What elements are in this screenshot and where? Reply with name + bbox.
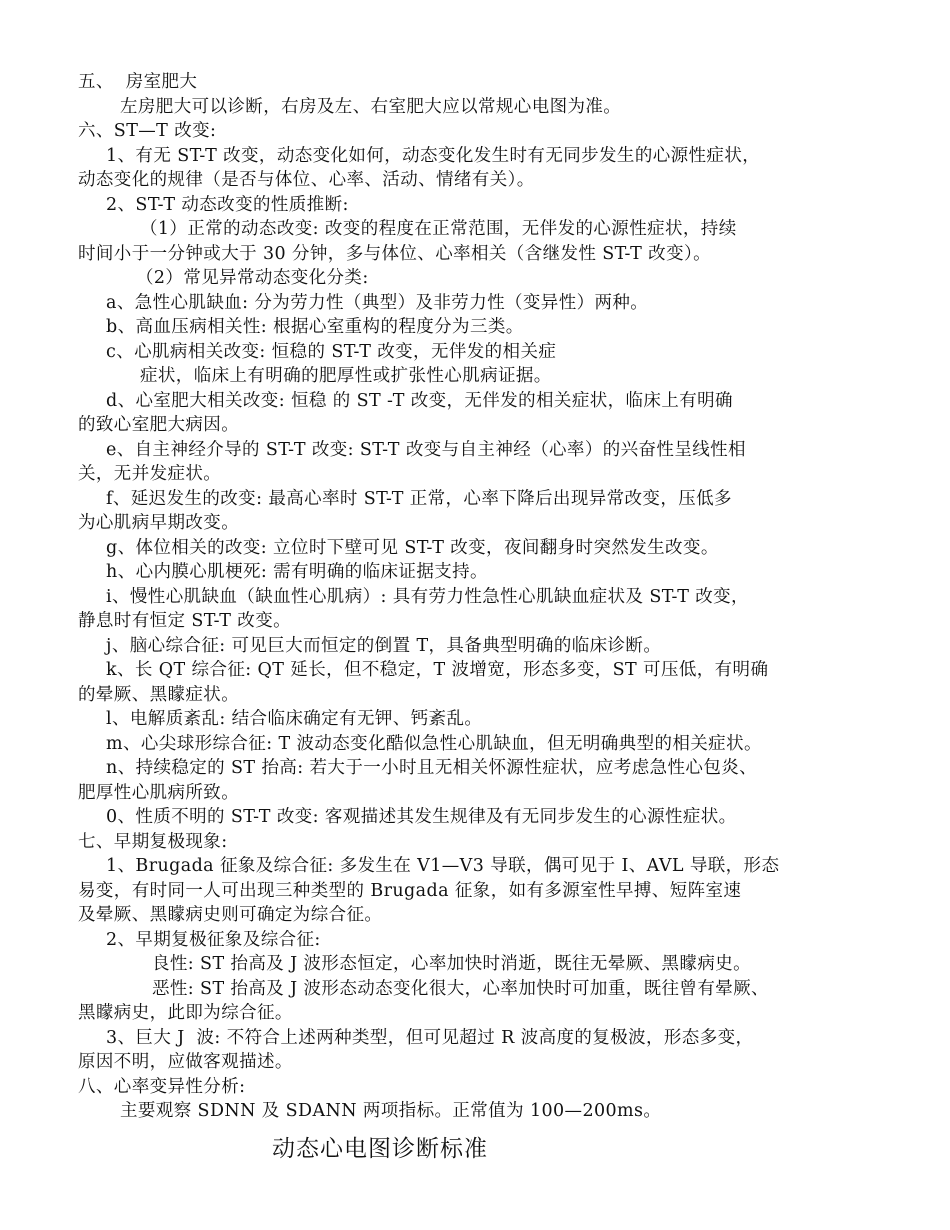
paragraph-line: 动态变化的规律（是否与体位、心率、活动、情绪有关）。 [78, 170, 535, 190]
list-item: e、自主神经介导的 ST-T 改变: ST-T 改变与自主神经（心率）的兴奋性呈线性相 [106, 440, 746, 460]
list-item: j、脑心综合征: 可见巨大而恒定的倒置 T，具备典型明确的临床诊断。 [106, 636, 662, 656]
paragraph-line: 1、有无 ST-T 改变，动态变化如何，动态变化发生时有无同步发生的心源性症状， [106, 146, 761, 166]
paragraph-line: 原因不明，应做客观描述。 [78, 1052, 293, 1072]
heading-section-6: 六、ST—T 改变: [78, 121, 217, 141]
paragraph-line: 良性: ST 抬高及 J 波形态恒定，心率加快时消逝，既往无晕厥、黑矇病史。 [152, 954, 752, 974]
list-item: a、急性心肌缺血: 分为劳力性（典型）及非劳力性（变异性）两种。 [106, 293, 649, 313]
paragraph-line: 黑矇病史，此即为综合征。 [78, 1003, 293, 1023]
list-item: d、心室肥大相关改变: 恒稳 的 ST -T 改变，无伴发的相关症状，临床上有明确 [106, 391, 733, 411]
list-item: i、慢性心肌缺血（缺血性心肌病）: 具有劳力性急性心肌缺血症状及 ST-T 改变， [106, 587, 749, 607]
paragraph-line: 时间小于一分钟或大于 30 分钟，多与体位、心率相关（含继发性 ST-T 改变）。 [78, 244, 712, 264]
list-item: l、电解质紊乱: 结合临床确定有无钾、钙紊乱。 [106, 709, 483, 729]
list-item: g、体位相关的改变: 立位时下壁可见 ST-T 改变，夜间翻身时突然发生改变。 [106, 538, 719, 558]
paragraph-line: 3、巨大 J 波: 不符合上述两种类型，但可见超过 R 波高度的复极波，形态多变， [106, 1028, 754, 1048]
list-item-continuation: 的致心室肥大病因。 [78, 415, 240, 435]
list-item-continuation: 静息时有恒定 ST-T 改变。 [78, 611, 291, 631]
paragraph-line: 主要观察 SDNN 及 SDANN 两项指标。正常值为 100—200ms。 [120, 1101, 662, 1121]
paragraph-line: 左房肥大可以诊断，右房及左、右室肥大应以常规心电图为准。 [120, 97, 622, 117]
list-item: b、高血压病相关性: 根据心室重构的程度分为三类。 [106, 317, 524, 337]
list-item: n、持续稳定的 ST 抬高: 若大于一小时且无相关怀源性症状，应考虑急性心包炎、 [106, 758, 758, 778]
footer-title: 动态心电图诊断标准 [272, 1136, 488, 1162]
heading-section-8: 八、心率变异性分析: [78, 1077, 246, 1097]
list-item-continuation: 的晕厥、黑矇症状。 [78, 685, 240, 705]
list-item: h、心内膜心肌梗死: 需有明确的临床证据支持。 [106, 562, 488, 582]
paragraph-line: 恶性: ST 抬高及 J 波形态动态变化很大，心率加快时可加重，既往曾有晕厥、 [152, 979, 769, 999]
paragraph-line: 2、ST-T 动态改变的性质推断: [106, 195, 349, 215]
paragraph-line: 1、Brugada 征象及综合征: 多发生在 V1—V3 导联，偶可见于 I、AVL 导联，形态 [106, 856, 780, 876]
list-item: 0、性质不明的 ST-T 改变: 客观描述其发生规律及有无同步发生的心源性症状。 [106, 807, 737, 827]
paragraph-line: 2、早期复极征象及综合征: [106, 930, 321, 950]
paragraph-line: （2）常见异常动态变化分类: [136, 268, 369, 288]
list-item: k、长 QT 综合征: QT 延长，但不稳定，T 波增宽，形态多变，ST 可压低，有明确 [106, 660, 769, 680]
paragraph-line: 易变，有时同一人可出现三种类型的 Brugada 征象，如有多源室性早搏、短阵室速 [78, 881, 742, 901]
list-item-continuation: 为心肌病早期改变。 [78, 513, 240, 533]
list-item: f、延迟发生的改变: 最高心率时 ST-T 正常，心率下降后出现异常改变，压低多 [106, 489, 732, 509]
heading-section-7: 七、早期复极现象: [78, 832, 228, 852]
list-item-continuation: 症状，临床上有明确的肥厚性或扩张性心肌病证据。 [140, 366, 552, 386]
list-item: c、心肌病相关改变: 恒稳的 ST-T 改变，无伴发的相关症 [106, 342, 557, 362]
heading-section-5: 五、 房室肥大 [78, 72, 198, 92]
list-item-continuation: 肥厚性心肌病所致。 [78, 783, 240, 803]
list-item-continuation: 关，无并发症状。 [78, 464, 222, 484]
list-item: m、心尖球形综合征: T 波动态变化酷似急性心肌缺血，但无明确典型的相关症状。 [106, 734, 762, 754]
paragraph-line: 及晕厥、黑矇病史则可确定为综合征。 [78, 905, 383, 925]
paragraph-line: （1）正常的动态改变: 改变的程度在正常范围，无伴发的心源性症状，持续 [140, 219, 737, 239]
